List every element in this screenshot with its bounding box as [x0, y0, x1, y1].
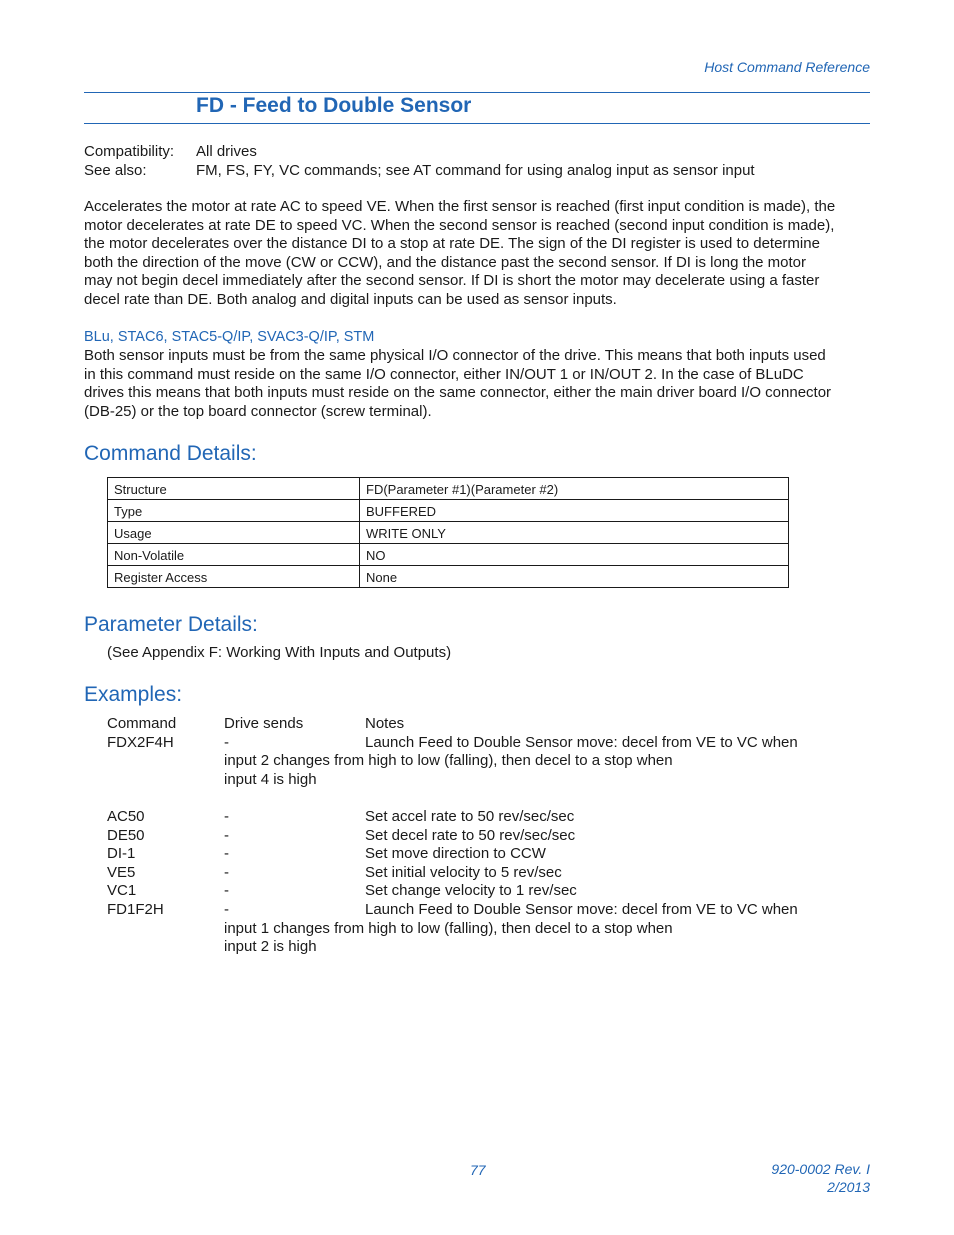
table-key: Usage — [108, 522, 360, 544]
see-also-label: See also: — [84, 161, 147, 179]
example-drive-sends: - — [224, 826, 229, 844]
example-drive-sends: - — [224, 863, 229, 881]
example-row — [107, 845, 867, 864]
example-drive-sends: - — [224, 882, 229, 900]
drive-note-line: (DB-25) or the top board connector (screw terminal). — [84, 402, 432, 420]
example-drive-sends: - — [224, 845, 229, 863]
description-paragraph — [84, 198, 874, 310]
see-also-value: FM, FS, FY, VC commands; see AT command for using analog input as sensor input — [196, 161, 755, 179]
table-row — [108, 478, 789, 500]
table-key: Type — [108, 500, 360, 522]
drive-note-line: in this command must reside on the same I/O connector, either IN/OUT 1 or IN/OUT 2. In the case of BLuDC — [84, 365, 804, 383]
title-bottom-rule — [84, 123, 870, 124]
table-value: FD(Parameter #1)(Parameter #2) — [360, 478, 789, 500]
column-header-drive-sends: Drive sends — [224, 715, 304, 732]
table-row — [108, 522, 789, 544]
page-number: 77 — [470, 1162, 486, 1178]
title-top-rule — [84, 92, 870, 93]
column-header-command: Command — [107, 715, 177, 732]
example-note: Launch Feed to Double Sensor move: decel from VE to VC when — [365, 900, 798, 918]
doc-date: 2/2013 — [827, 1179, 870, 1195]
example-note: Launch Feed to Double Sensor move: decel from VE to VC when — [365, 733, 798, 751]
example-note-continued: input 1 changes from high to low (falling), then decel to a stop when — [224, 919, 673, 937]
example-note-continued: input 4 is high — [224, 770, 317, 788]
example-drive-sends: - — [224, 900, 229, 918]
example-command: FDX2F4H — [107, 733, 174, 751]
document-revision — [771, 1160, 870, 1196]
examples-spacer — [107, 789, 867, 808]
table-key: Non-Volatile — [108, 544, 360, 566]
examples-heading: Examples: — [84, 683, 183, 706]
example-row — [107, 882, 867, 901]
table-key: Register Access — [108, 566, 360, 588]
table-value: WRITE ONLY — [360, 522, 789, 544]
table-value: BUFFERED — [360, 500, 789, 522]
command-details-table — [107, 477, 789, 588]
parameter-details-note: (See Appendix F: Working With Inputs and Outputs) — [107, 644, 452, 661]
section-reference: Host Command Reference — [704, 59, 870, 75]
example-drive-sends: - — [224, 733, 229, 751]
table-value: None — [360, 566, 789, 588]
page-title: FD - Feed to Double Sensor — [196, 94, 472, 117]
example-note: Set move direction to CCW — [365, 845, 546, 863]
example-command: VC1 — [107, 882, 137, 900]
parameter-details-heading: Parameter Details: — [84, 613, 258, 636]
example-row — [107, 827, 867, 846]
example-row — [107, 734, 867, 753]
description-line: decel rate than DE. Both analog and digital inputs can be used as sensor inputs. — [84, 290, 617, 308]
example-note-continued: input 2 changes from high to low (falling), then decel to a stop when — [224, 752, 673, 770]
drive-note-line: drives this means that both inputs must reside on the same connector, either the main driver board I/O connector — [84, 384, 832, 402]
table-key: Structure — [108, 478, 360, 500]
example-command: AC50 — [107, 807, 145, 825]
example-note: Set initial velocity to 5 rev/sec — [365, 863, 562, 881]
example-note: Set decel rate to 50 rev/sec/sec — [365, 826, 576, 844]
table-row — [108, 566, 789, 588]
drive-note-heading: BLu, STAC6, STAC5-Q/IP, SVAC3-Q/IP, STM — [84, 329, 375, 345]
description-line: the motor decelerates over the distance DI to a stop at rate DE. The sign of the DI register is used to determine — [84, 235, 820, 253]
examples-header-row — [107, 715, 867, 734]
example-command: DI-1 — [107, 845, 136, 863]
example-command: DE50 — [107, 826, 145, 844]
table-row — [108, 544, 789, 566]
compatibility-label: Compatibility: — [84, 143, 175, 160]
example-note-continued: input 2 is high — [224, 938, 317, 956]
example-row — [107, 808, 867, 827]
drive-note-line: Both sensor inputs must be from the same physical I/O connector of the drive. This means that both inputs used — [84, 347, 826, 364]
doc-rev: 920-0002 Rev. I — [771, 1161, 870, 1177]
description-line: may not begin decel immediately after the second sensor. If DI is short the motor may decelerate using a faster — [84, 272, 820, 290]
table-row — [108, 500, 789, 522]
example-drive-sends: - — [224, 807, 229, 825]
compatibility-value: All drives — [196, 143, 257, 160]
drive-note-paragraph — [84, 347, 874, 421]
example-command: VE5 — [107, 863, 136, 881]
description-line: both the direction of the move (CW or CCW), and the distance past the second sensor. If DI is long the motor — [84, 253, 807, 271]
example-row — [107, 864, 867, 883]
column-header-notes: Notes — [365, 715, 405, 732]
description-line: Accelerates the motor at rate AC to speed VE. When the first sensor is reached (first input condition is made), the — [84, 198, 836, 215]
command-details-heading: Command Details: — [84, 442, 257, 465]
table-value: NO — [360, 544, 789, 566]
description-line: motor decelerates at rate DE to speed VC. When the second sensor is reached (second input condition is made), — [84, 216, 835, 234]
example-note: Set accel rate to 50 rev/sec/sec — [365, 807, 575, 825]
example-note: Set change velocity to 1 rev/sec — [365, 882, 577, 900]
compatibility-block — [84, 143, 755, 180]
example-row — [107, 901, 867, 920]
example-command: FD1F2H — [107, 900, 164, 918]
examples-list — [107, 715, 867, 957]
